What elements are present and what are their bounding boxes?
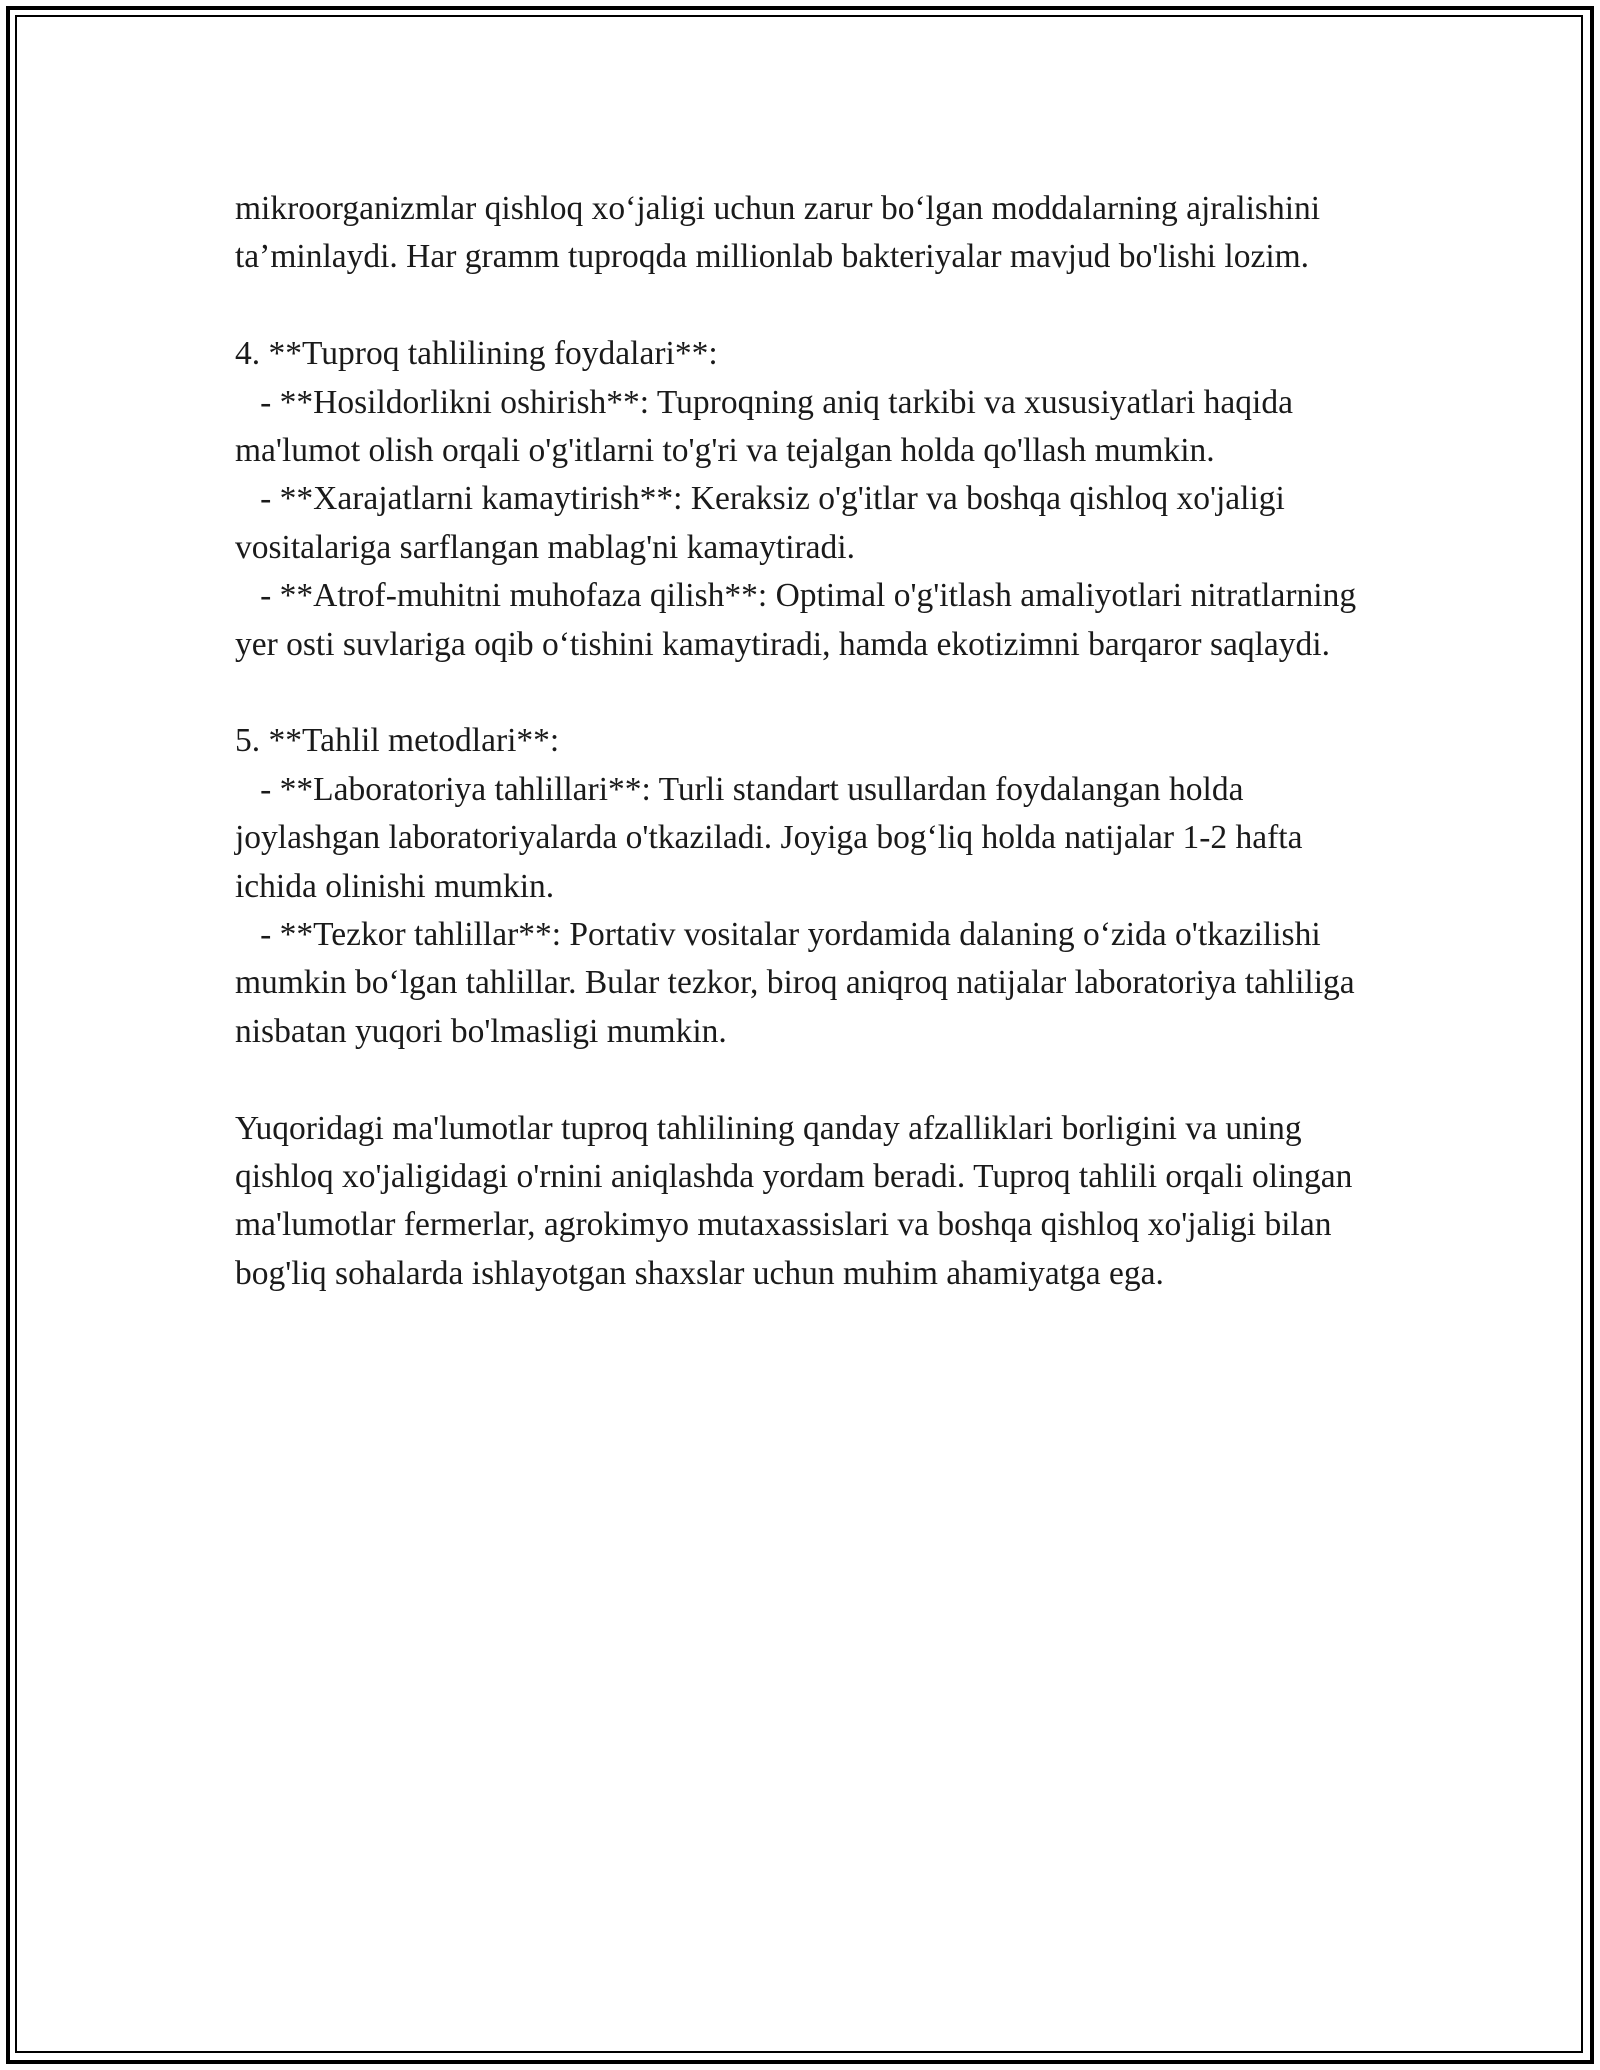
paragraph-gap <box>235 669 1385 717</box>
list-item: - **Atrof-muhitni muhofaza qilish**: Optimal o'g'itlash amaliyotlari nitratlarning yer osti suvlariga oqib o‘tishini kamaytiradi, hamda ekotizimni barqaror saqlaydi. <box>235 577 1365 663</box>
intro-paragraph: mikroorganizmlar qishloq xo‘jaligi uchun zarur bo‘lgan moddalarning ajralishini ta’minlaydi. Har gramm tuproqda millionlab bakteriyalar mavjud bo'lishi lozim. <box>235 190 1329 276</box>
list-item: - **Xarajatlarni kamaytirish**: Keraksiz o'g'itlar va boshqa qishloq xo'jaligi vositalariga sarflangan mablag'ni kamaytiradi. <box>235 480 1294 566</box>
paragraph-gap <box>235 1056 1385 1104</box>
paragraph-gap <box>235 282 1385 330</box>
conclusion-paragraph: Yuqoridagi ma'lumotlar tuproq tahlilining qanday afzalliklari borligini va uning qishloq xo'jaligidagi o'rnini aniqlashda yordam beradi. Tuproq tahlili orqali olingan ma'lumotlar fermerlar, agrokimyo mutaxassislari va boshqa qishloq xo'jaligi bilan bog'liq sohalarda ishlayotgan shaxslar uchun muhim ahamiyatga ega. <box>235 1109 1361 1292</box>
section-4-heading: 4. **Tuproq tahlilining foydalari**: <box>235 335 718 373</box>
list-item: - **Hosildorlikni oshirish**: Tuproqning aniq tarkibi va xususiyatlari haqida ma'lumot olish orqali o'g'itlarni to'g'ri va tejalgan holda qo'llash mumkin. <box>235 383 1302 470</box>
document-body <box>235 185 1385 1298</box>
list-item: - **Laboratoriya tahlillari**: Turli standart usullardan foydalangan holda joylashgan laboratoriyalarda o'tkaziladi. Joyiga bog‘liq holda natijalar 1-2 hafta ichida olinishi mumkin. <box>235 770 1311 905</box>
list-item: - **Tezkor tahlillar**: Portativ vositalar yordamida dalaning o‘zida o'tkazilishi mumkin bo‘lgan tahlillar. Bular tezkor, biroq aniqroq natijalar laboratoriya tahliliga nisbatan yuqori bo'lmasligi mumkin. <box>235 916 1364 1050</box>
section-5-heading: 5. **Tahlil metodlari**: <box>235 722 560 760</box>
